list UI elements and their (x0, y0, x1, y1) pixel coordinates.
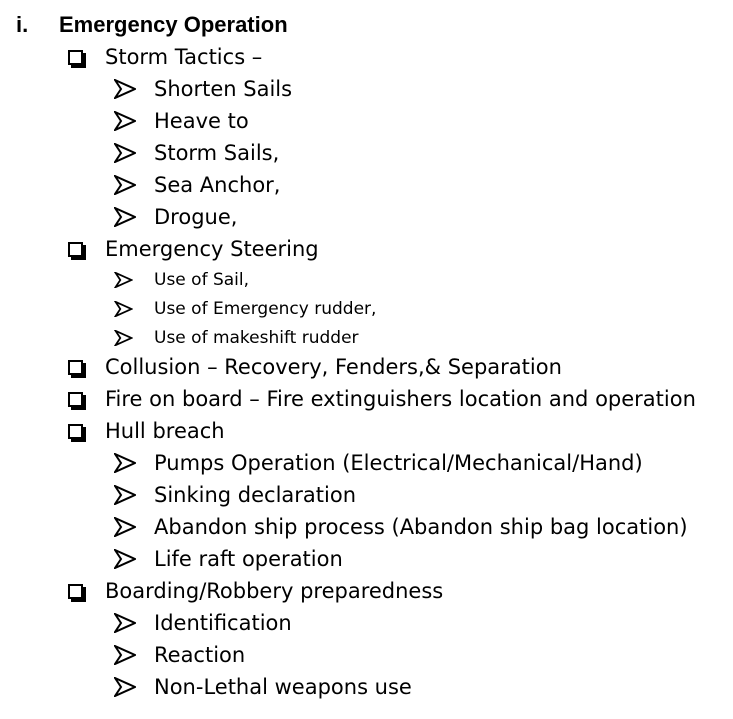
list-item-label: Collusion – Recovery, Fenders,& Separation (105, 355, 562, 379)
section-heading (16, 9, 288, 41)
arrow-bullet-icon (114, 111, 136, 131)
sub-item-label: Use of Sail, (154, 269, 250, 290)
arrow-bullet-icon (114, 301, 133, 317)
arrow-bullet-icon (114, 453, 136, 473)
arrow-bullet-icon (114, 645, 136, 665)
sub-item-label: Non-Lethal weapons use (154, 675, 412, 699)
sub-item (114, 639, 245, 671)
list-item-hull-breach (67, 415, 225, 447)
sub-item (114, 447, 643, 479)
sub-item (114, 137, 279, 169)
checkbox-bullet-icon (68, 50, 83, 65)
list-item-label: Emergency Steering (105, 237, 319, 261)
arrow-bullet-icon (114, 517, 136, 537)
section-number: i. (16, 12, 29, 37)
sub-item (114, 511, 688, 543)
checkbox-bullet-icon (68, 392, 83, 407)
arrow-bullet-icon (114, 549, 136, 569)
sub-item (114, 294, 376, 323)
sub-item-label: Sea Anchor, (154, 173, 281, 197)
sub-item-label: Shorten Sails (154, 77, 293, 101)
sub-item (114, 671, 412, 703)
sub-item (114, 73, 292, 105)
sub-item (114, 607, 292, 639)
list-item-emergency-steering (67, 233, 319, 265)
list-item-boarding-robbery (67, 575, 443, 607)
sub-item-label: Reaction (154, 643, 246, 667)
checkbox-bullet-icon (68, 242, 83, 257)
list-item-label: Hull breach (105, 419, 225, 443)
arrow-bullet-icon (114, 143, 136, 163)
list-item-label: Storm Tactics – (105, 45, 263, 69)
list-item-label: Boarding/Robbery preparedness (105, 579, 444, 603)
sub-item-label: Sinking declaration (154, 483, 357, 507)
list-item-collusion (67, 351, 562, 383)
sub-item (114, 105, 249, 137)
arrow-bullet-icon (114, 272, 133, 288)
sub-item (114, 169, 280, 201)
sub-item-label: Use of makeshift rudder (154, 327, 359, 348)
arrow-bullet-icon (114, 175, 136, 195)
arrow-bullet-icon (114, 79, 136, 99)
sub-item (114, 543, 343, 575)
sub-item (114, 479, 356, 511)
list-item-fire-on-board (67, 383, 696, 415)
sub-item (114, 265, 249, 294)
arrow-bullet-icon (114, 485, 136, 505)
sub-item-label: Life raft operation (154, 547, 343, 571)
sub-item-label: Pumps Operation (Electrical/Mechanical/Hand) (154, 451, 643, 475)
arrow-bullet-icon (114, 677, 136, 697)
sub-item-label: Heave to (154, 109, 249, 133)
arrow-bullet-icon (114, 613, 136, 633)
list-item-label: Fire on board – Fire extinguishers location and operation (105, 387, 696, 411)
checkbox-bullet-icon (68, 424, 83, 439)
arrow-bullet-icon (114, 207, 136, 227)
arrow-bullet-icon (114, 330, 133, 346)
checkbox-bullet-icon (68, 360, 83, 375)
section-title: Emergency Operation (59, 12, 288, 37)
sub-item (114, 201, 237, 233)
sub-item-label: Storm Sails, (154, 141, 280, 165)
list-item-storm-tactics (67, 41, 262, 73)
sub-item-label: Identification (154, 611, 292, 635)
sub-item-label: Abandon ship process (Abandon ship bag location) (154, 515, 688, 539)
sub-item-label: Drogue, (154, 205, 238, 229)
checkbox-bullet-icon (68, 584, 83, 599)
sub-item (114, 323, 359, 352)
sub-item-label: Use of Emergency rudder, (154, 298, 377, 319)
